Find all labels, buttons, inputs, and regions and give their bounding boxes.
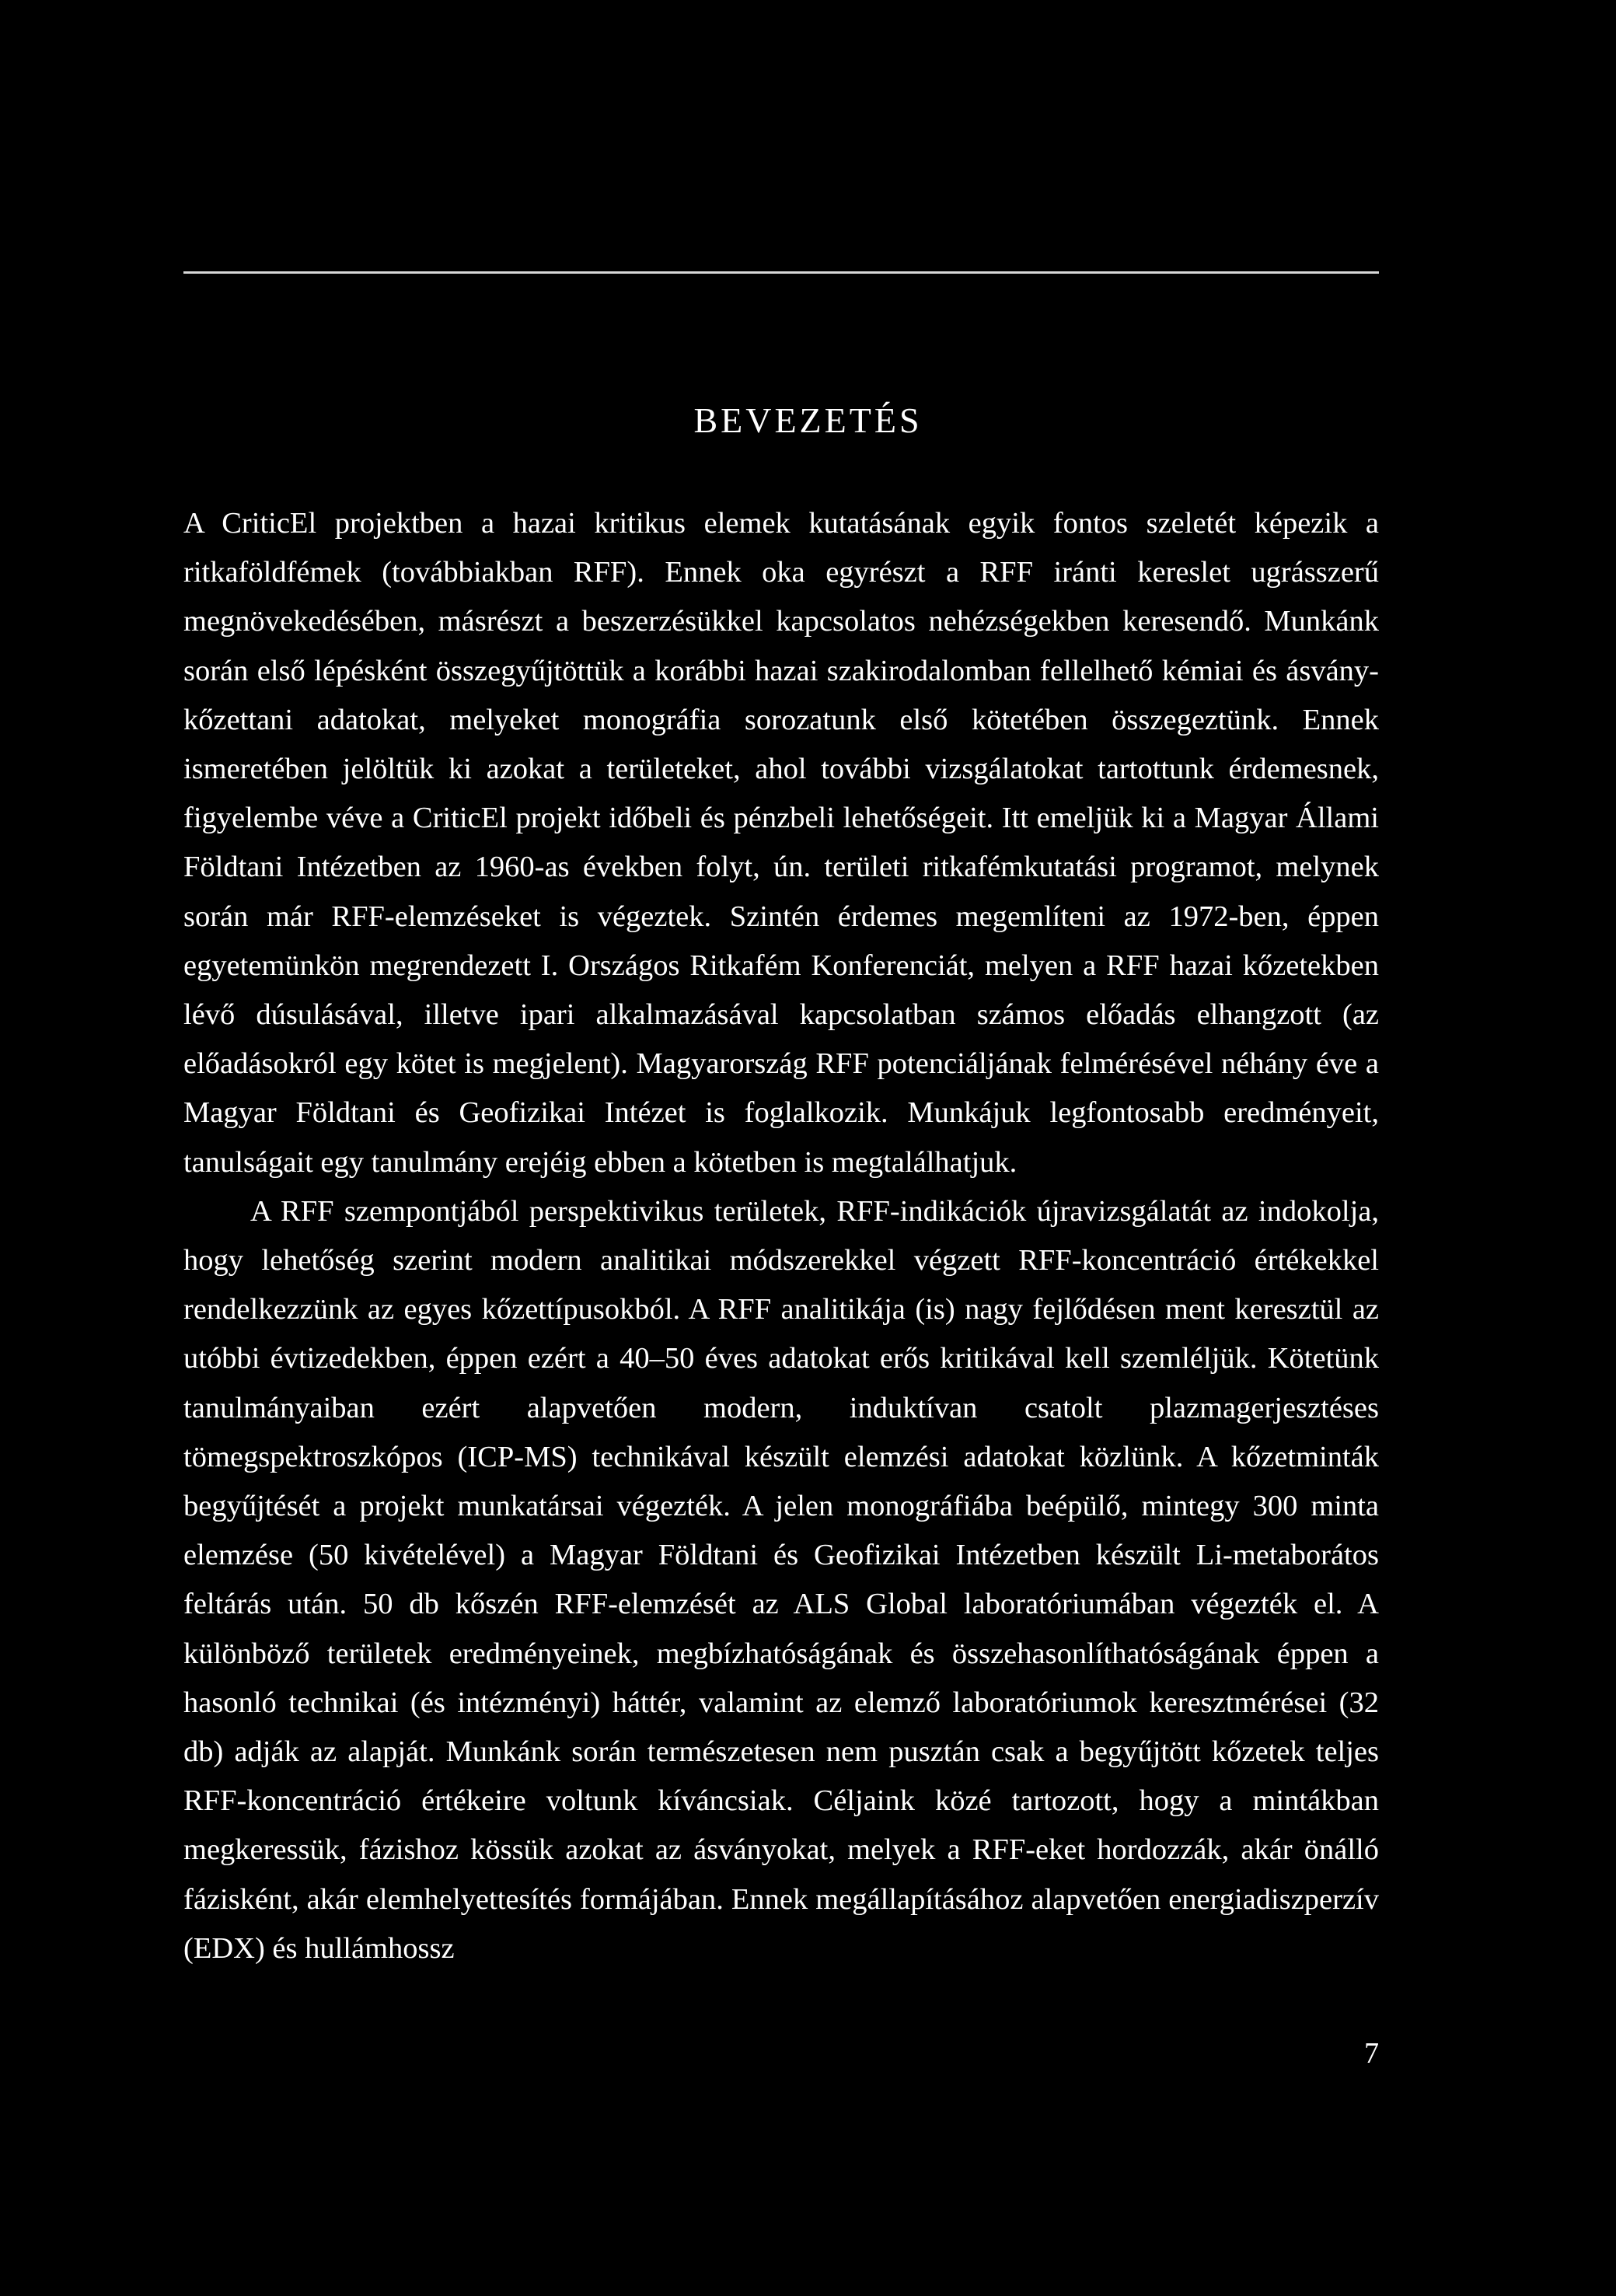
paragraph-1: A CriticEl projektben a hazai kritikus elemek kutatásának egyik fontos szeletét képezik a ritkaföldfémek (továbbiakban RFF). Ennek oka egyrészt a RFF iránti kereslet ugrásszerű megnövekedésében, másrészt a beszerzésükkel kapcsolatos nehézségekben keresendő. Munkánk során első lépésként összegyűjtöttük a korábbi hazai szakirodalomban fellelhető kémiai és ásvány-kőzettani adatokat, melyeket monográfia sorozatunk első kötetében összegeztünk. Ennek ismeretében jelöltük ki azokat a területeket, ahol további vizsgálatokat tartottunk érdemesnek, figyelembe véve a CriticEl projekt időbeli és pénzbeli lehetőségeit. Itt emeljük ki a Magyar Állami Földtani Intézetben az 1960-as években folyt, ún. területi ritkafémkutatási programot, melynek során már RFF-elemzéseket is végeztek. Szintén érdemes megemlíteni az 1972-ben, éppen egyetemünkön megrendezett I. Országos Ritkafém Konferenciát, melyen a RFF hazai kőzetekben lévő dúsulásával, illetve ipari alkalmazásával kapcsolatban számos előadás elhangzott (az előadásokról egy kötet is megjelent). Magyarország RFF potenciáljának felmérésével néhány éve a Magyar Földtani és Geofizikai Intézet is foglalkozik. Munkájuk legfontosabb eredményeit, tanulságait egy tanulmány erejéig ebben a kötetben is megtalálhatjuk. — [183, 507, 1379, 1179]
header-rule — [183, 271, 1379, 274]
page-number: 7 — [1364, 2037, 1379, 2070]
paragraph-2: A RFF szempontjából perspektivikus területek, RFF-indikációk újravizsgálatát az indokolja, hogy lehetőség szerint modern analitikai módszerekkel végzett RFF-koncentráció értékekkel rendelkezzünk az egyes kőzettípusokból. A RFF analitikája (is) nagy fejlődésen ment keresztül az utóbbi évtizedekben, éppen ezért a 40–50 éves adatokat erős kritikával kell szemléljük. Kötetünk tanulmányaiban ezért alapvetően modern, induktívan csatolt plazmagerjesztéses tömegspektroszkópos (ICP-MS) technikával készült elemzési adatokat közlünk. A kőzetminták begyűjtését a projekt munkatársai végezték. A jelen monográfiába beépülő, mintegy 300 minta elemzése (50 kivételével) a Magyar Földtani és Geofizikai Intézetben készült Li-metaborátos feltárás után. 50 db kőszén RFF-elemzését az ALS Global laboratóriumában végezték el. A különböző területek eredményeinek, megbízhatóságának és összehasonlíthatóságának éppen a hasonló technikai (és intézményi) háttér, valamint az elemző laboratóriumok keresztmérései (32 db) adják az alapját. Munkánk során természetesen nem pusztán csak a begyűjtött kőzetek teljes RFF-koncentráció értékeire voltunk kíváncsiak. Céljaink közé tartozott, hogy a mintákban megkeressük, fázishoz kössük azokat az ásványokat, melyek a RFF-eket hordozzák, akár önálló fázisként, akár elemhelyettesítés formájában. Ennek megállapításához alapvetően energiadiszperzív (EDX) és hullámhossz — [183, 1194, 1379, 1965]
section-heading: BEVEZETÉS — [693, 400, 923, 440]
body-text — [183, 499, 1379, 1973]
